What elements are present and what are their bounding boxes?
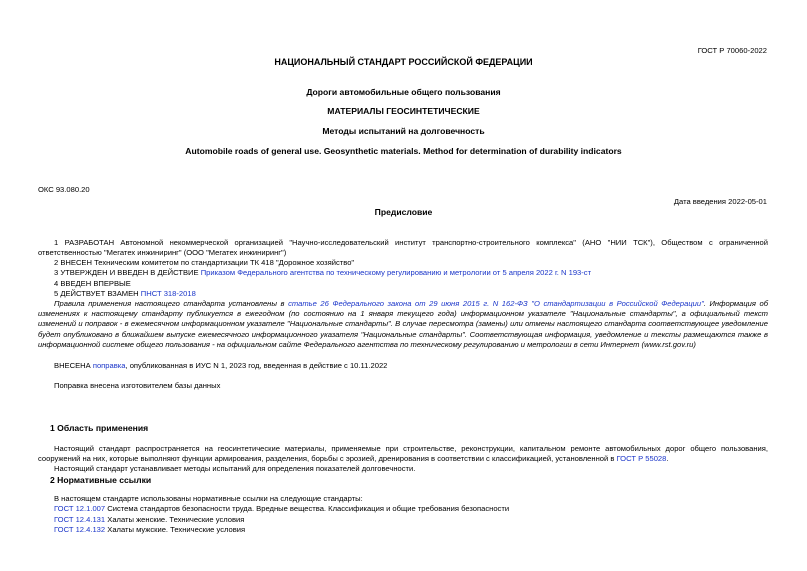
preface-item-3 [38,268,768,278]
pnst-link[interactable]: ПНСТ 318-2018 [140,289,196,298]
federal-law-link[interactable]: статье 26 Федерального закона от 29 июня 2015 г. N 162-ФЗ "О стандартизации в Российской Федерации" [288,299,704,308]
amendment-text-b: , опубликованная в ИУС N 1, 2023 год, введенная в действие с 10.11.2022 [125,361,388,370]
section-1-text-a: Настоящий стандарт распространяется на геосинтетические материалы, применяемые при строительстве, реконструкции, капитальном ремонте автомобильных дорог общего пользования, сооружений на них, которые выполняют функции армирования, разделения, борьбы с эрозией, дренирования в соответствии с классификацией, установленной в [38,444,768,464]
amendment-line [38,361,768,371]
title-line-3: Методы испытаний на долговечность [322,126,485,136]
reference-link[interactable]: ГОСТ 12.4.131 [54,515,106,524]
preface-item-1: 1 РАЗРАБОТАН Автономной некоммерческой организацией "Научно-исследовательский институт транспортно-строительного комплекса" (АНО "НИИ ТСК"), Обществом с ограниченной ответственностью "Мегатех инжиниринг" (ООО "Мегатех инжиниринг") [38,238,768,258]
section-1-text-b: . [666,454,669,464]
section-1-paragraph-1 [38,444,768,464]
reference-title: Халаты женские. Технические условия [105,515,245,524]
national-standard-title: НАЦИОНАЛЬНЫЙ СТАНДАРТ РОССИЙСКОЙ ФЕДЕРАЦИИ [274,57,533,67]
english-title: Automobile roads of general use. Geosynthetic materials. Method for determination of durability indicators [185,146,622,156]
reference-title: Система стандартов безопасности труда. Вредные вещества. Классификация и общие требования безопасности [105,504,510,513]
rules-text-a: Правила применения настоящего стандарта установлены в [54,299,289,308]
preface-heading: Предисловие [374,207,433,217]
section-1-paragraph-2: Настоящий стандарт устанавливает методы испытаний для определения показателей долговечности. [54,464,416,473]
title-line-2: МАТЕРИАЛЫ ГЕОСИНТЕТИЧЕСКИЕ [327,106,480,116]
reference-item [38,515,768,525]
preface-item-5-text: 5 ДЕЙСТВУЕТ ВЗАМЕН [54,289,141,298]
title-line-1: Дороги автомобильные общего пользования [306,87,501,97]
section-2-intro: В настоящем стандарте использованы нормативные ссылки на следующие стандарты: [54,494,363,503]
reference-title: Халаты мужские. Технические условия [105,525,246,534]
section-2-heading: 2 Нормативные ссылки [50,475,152,485]
reference-link[interactable]: ГОСТ 12.1.007 [54,504,106,513]
reference-item [38,525,768,535]
gost-r-55028-link[interactable]: ГОСТ Р 55028 [616,454,667,464]
preface-item-4: 4 ВВЕДЕН ВПЕРВЫЕ [54,279,131,288]
oks-code: ОКС 93.080.20 [38,185,90,194]
application-rules [38,299,768,350]
amendment-text-a: ВНЕСЕНА [54,361,93,370]
amendment-note: Поправка внесена изготовителем базы данных [54,381,221,390]
order-link[interactable]: Приказом Федерального агентства по техническому регулированию и метрологии от 5 апреля 2022 г. N 193-ст [200,268,592,277]
preface-item-5 [38,289,768,299]
reference-item [38,504,768,514]
amendment-link[interactable]: поправка [92,361,126,370]
section-1-heading: 1 Область применения [50,423,149,433]
preface-item-2: 2 ВНЕСЕН Техническим комитетом по стандартизации ТК 418 "Дорожное хозяйство" [54,258,355,267]
rules-text-b: . Информация об изменениях к настоящему стандарту публикуется в ежегодном (по состоянию на 1 января текущего года) информационном указателе "Национальные стандарты", а официальный текст изменений и поправок - в ежемесячном информационном указателе "Национальные стандарты". В случае пересмотра (замены) или отмены настоящего стандарта соответствующее уведомление будет опубликовано в ближайшем выпуске ежемесячного информационного указателя "Национальные стандарты". Соответствующая информация, уведомление и тексты размещаются также в информационной системе общего пользования - на официальном сайте Федерального агентства по техническому регулированию и метрологии в сети Интернет (www.rst.gov.ru) [38,299,769,349]
reference-link[interactable]: ГОСТ 12.4.132 [54,525,106,534]
document-code: ГОСТ Р 70060-2022 [697,46,767,55]
preface-item-3-text: 3 УТВЕРЖДЕН И ВВЕДЕН В ДЕЙСТВИЕ [54,268,201,277]
introduction-date: Дата введения 2022-05-01 [673,197,767,206]
